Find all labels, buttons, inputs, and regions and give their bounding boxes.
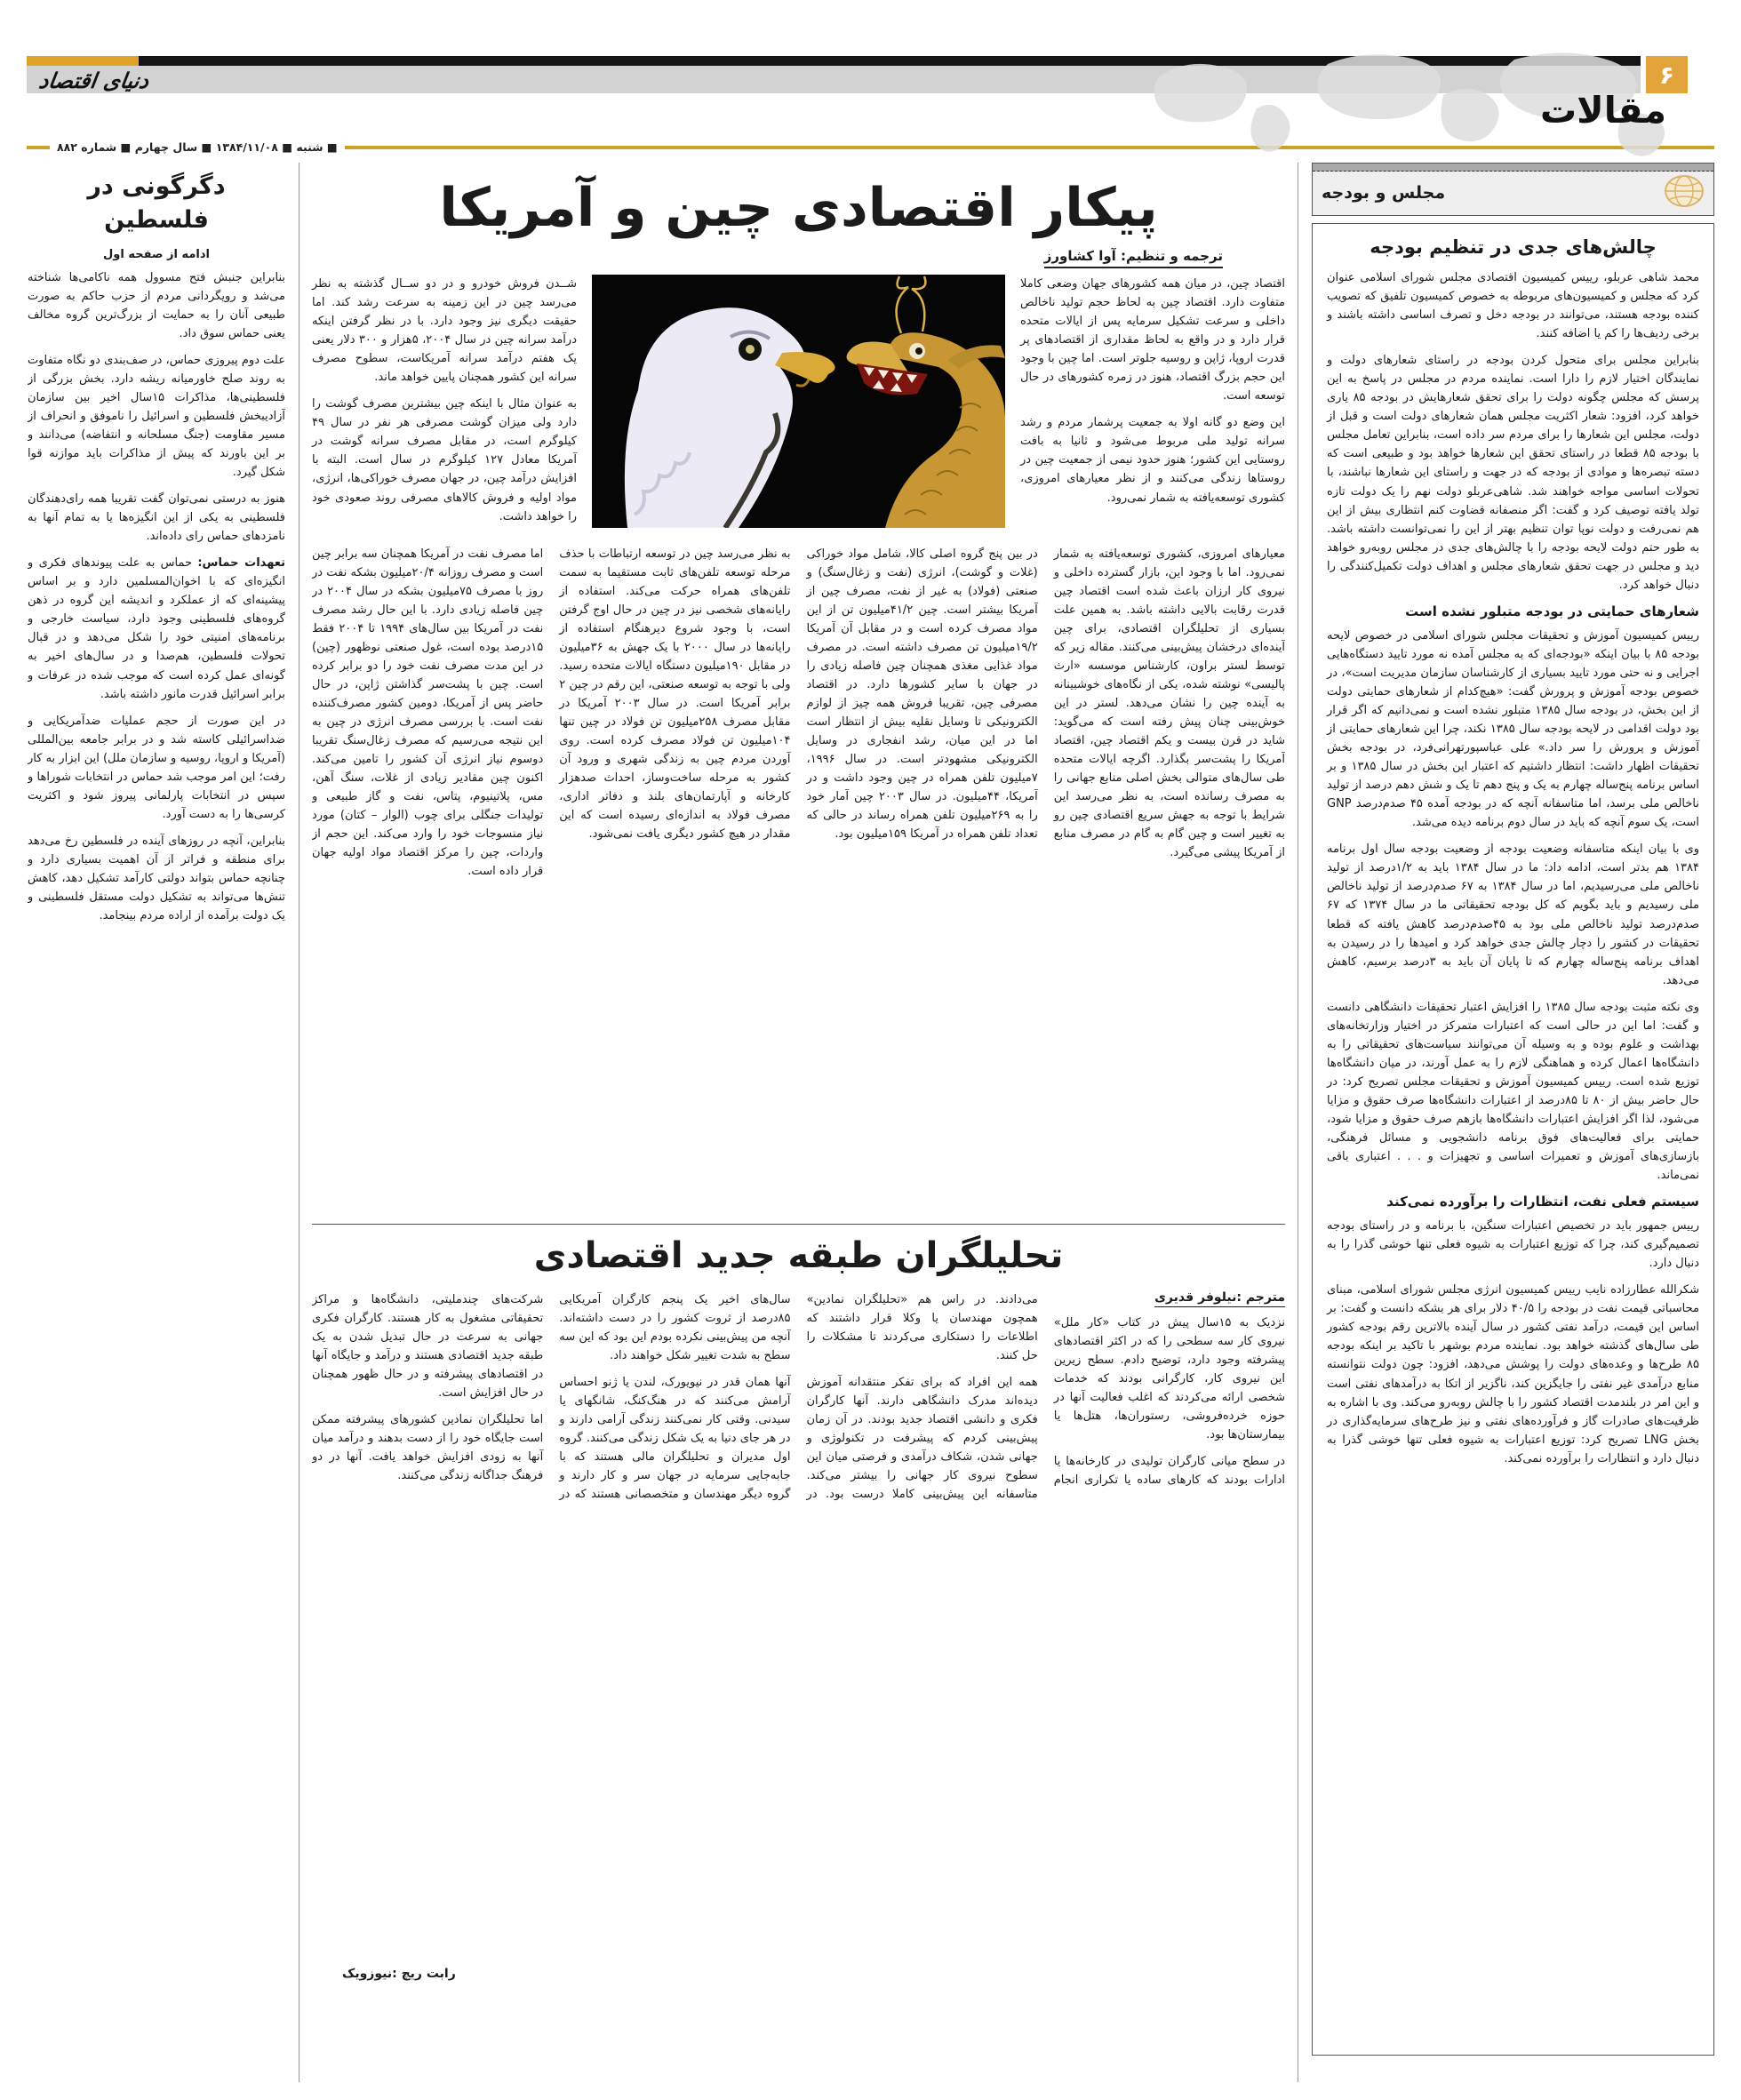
- palestine-paragraph: هنوز به درستی نمی‌توان گفت تقریبا همه رای‌دهندگان فلسطینی به یکی از این انگیزه‌ها یا به تمام آنها به نامزدهای حماس رای داده‌اند.: [28, 492, 285, 544]
- analysts-byline: مترجم :نیلوفر قدیری: [1054, 1290, 1285, 1305]
- palestine-body: [28, 268, 285, 2037]
- majles-header-box: [1312, 163, 1714, 216]
- globe-icon: [1664, 173, 1705, 212]
- majles-column: [1312, 163, 1714, 2082]
- main-paragraph: معیارهای امروزی، کشوری توسعه‌یافته به شمار نمی‌رود. اما با وجود این، بازار گسترده داخلی و نیروی کار ارزان باعث شده است اقتصاد چین قدرت رقابت بالایی داشته باشد. به همین علت بسیاری از تحلیلگران اقتصادی، برای چین آینده‌ای درخشان پیش‌بینی می‌کنند. مقاله زیر که توسط لستر براون، کارشناس موسسه «ارث پالیسی» نوشته شده، یکی از نگاه‌های خوشبینانه به آینده چین را نشان می‌دهد. لستر در این خوش‌بینی چنان پیش رفته است که می‌گوید: شاید در قرن بیست و یکم اقتصاد چین، اقتصاد آمریکا را پشت‌سر بگذارد. اگرچه ایالات متحده طی سال‌های متوالی بخش اصلی منابع جهانی را به مصرف رسانده است، به نظر می‌رسد این شرایط با توجه به جهش سریع اقتصادی چین رو به تغییر است و چین گام به گام در مصرف منابع از آمریکا پیشی می‌گیرد.: [1053, 547, 1285, 860]
- majles-paragraph: بنابراین مجلس برای متحول کردن بودجه در راستای شعارهای دولت و نمایندگان اختیار لازم را دارا است. نماینده مردم در مجلس در پاسخ به این پرسش که مجلس چگونه دولت را برای تحقق شعارهایش در بودجه ۸۵ یاری خواهد کرد، افزود: شعار اکثریت مجلس همان شعارهای دولت است و قبل از دولت، مجلس این شعارها را برای مردم سر داده است، بنابراین تعامل مجلس با بودجه ۸۵ قطعا در راستای تحقق این شعارها خواهد بود و طبیعی است که دسته تبصره‌ها و موادی از بودجه که در جهت و راستای این شعارها نباشند، با تحولات اساسی مواجه خواهند شد. شاهی‌عربلو دولت نهم را یک دولت تازه تولد یافته توصیف کرد و گفت: اگر منصفانه قضاوت کنم انتظاری بیش از این هم نمی‌رفت و دولت نوپا توان تنظیم بهتر از این را نمی‌توانست داشته باشد. به طور حتم دولت لایحه بودجه را با چالش‌های جدی در مجلس روبه‌رو خواهد دید و مجلس در جهت تحقق شعارهای مجلس و اهداف دولت تکمیل‌کنندگی را دنبال خواهد کرد.: [1327, 354, 1699, 592]
- palestine-subhead: تعهدات حماس:: [197, 556, 285, 571]
- page-number-badge: ۶: [1646, 56, 1688, 93]
- main-paragraph: اقتصاد چین، در میان همه کشورهای جهان وضعی کاملا متفاوت دارد. اقتصاد چین به لحاظ حجم تولید ناخالص داخلی و سرعت تشکیل سرمایه پس از ایالات متحده قرار دارد و در واقع به لحاظ مقداری از اقتصادهای پر قدرت اروپا، ژاپن و روسیه جلوتر است. اما چین با وجود این حجم بزرگ اقتصاد، هنوز در زمره کشورهای در حال توسعه است.: [1020, 277, 1285, 403]
- main-paragraph: به عنوان مثال با اینکه چین بیشترین مصرف گوشت را دارد ولی میزان گوشت مصرفی هر نفر در سال ۴۹ کیلوگرم است، در مقابل مصرف سرانه گوشت در آمریکا معادل ۱۲۷ کیلوگرم در سال است. البته با افزایش درآمد چین، در جهان مصرف خوراکی‌ها، انرژی، مواد اولیه و فروش کالاهای مصرفی روند صعودی خود را خواهد داشت.: [312, 397, 578, 523]
- analysts-headline: تحلیلگران طبقه جدید اقتصادی: [533, 1234, 1064, 1276]
- main-body-columns: [312, 545, 1285, 1210]
- main-paragraph: به نظر می‌رسد چین در توسعه ارتباطات با حذف مرحله توسعه تلفن‌های ثابت مستقیما به سمت تلفن‌های همراه حرکت می‌کند. استفاده از رایانه‌های شخصی نیز در چین در حال اوج گرفتن است، با وجود شروع دیرهنگام استفاده از رایانه‌ها در سال ۲۰۰۰ با یک جهش به ۳۶میلیون در مقابل ۱۹۰میلیون دستگاه ایالات متحده رسید. ولی با توجه به توسعه صنعتی، این رقم در چین ۲ برابر آمریکا است. در سال ۲۰۰۳ آمریکا در مقابل مصرف ۲۵۸میلیون تن فولاد در چین تنها ۱۰۴میلیون تن فولاد مصرف کرده است. روی آوردن مردم چین به زندگی شهری و ورود آن کشور به مرحله ساخت‌وساز، احداث صدهزار کارخانه و آپارتمان‌های بلند و دفاتر اداری، مصرف فولاد به اندازه‌ای رسیده است که این مقدار در هیچ کشور دیگری یافت نمی‌شود.: [559, 547, 791, 842]
- majles-box-title: مجلس و بودجه: [1322, 183, 1446, 203]
- analysts-signature: رابت ریچ :نیوزویک: [342, 1966, 456, 1981]
- main-headline: پیکار اقتصادی چین و آمریکا: [439, 177, 1158, 239]
- gold-rule-short: [27, 146, 50, 149]
- content-grid: [27, 163, 1714, 2082]
- majles-article-title: چالش‌های جدی در تنظیم بودجه: [1370, 236, 1657, 258]
- main-top-row: [312, 275, 1285, 534]
- palestine-paragraph: علت دوم پیروزی حماس، در صف‌بندی دو نگاه متفاوت به روند صلح خاورمیانه ریشه دارد. بخش بزرگی از فلسطینی‌ها، مذاکرات ۱۵سال اخیر بین سازمان آزادیبخش فلسطین و اسرائیل را ناموفق و انحراف از مسیر مقاومت (جنگ مسلحانه و انتفاضه) می‌دانند و بر این باورند که پیش از مذاکرات باید موازنه قوا شکل گیرد.: [28, 353, 285, 480]
- eagle-vs-dragon-image: [592, 275, 1005, 528]
- majles-paragraph: شکرالله عطارزاده نایب رییس کمیسیون انرژی مجلس شورای اسلامی، مبنای محاسباتی قیمت نفت در بودجه را ۴۰/۵ دلار برای هر بشکه دانست و گفت: بر اساس این قیمت، درآمد نفتی کشور در سال آینده بالاترین رقم بودجه کشور طی سال‌های گذشته خواهد بود. نماینده مردم بوشهر با تاکید بر اینکه بودجه ۸۵ طرح‌ها و وعده‌های دولت را پوشش می‌دهد، افزود: چون دولت نتوانسته منابع درآمدی غیر نفتی را جایگزین کند، ناگزیر از اتکا به درآمدهای نفتی است و این امر در بلندمدت اقتصاد کشور را با چالش روبه‌رو می‌کند. وی با اشاره به ظرفیت‌های صادرات گاز و فرآورده‌های نفتی و نیز طرح‌های سرمایه‌گذاری در بخش LNG تصریح کرد: توزیع اعتبارات به شیوه فعلی تنها خوشی گذرا به دنبال دارد و انتظارات را برآورده نمی‌کند.: [1327, 1283, 1700, 1465]
- analysts-paragraph: همه این افراد که برای تفکر منتقدانه آموزش دیده‌اند مدرک دانشگاهی دارند. آنها کارگران فکری و دانشی اقتصاد جدید بودند. در آن زمان پیش‌بینی کردم که پیشرفت در تکنولوژی و جهانی شدن، شکاف درآمدی و فرصتی میان این سطوح نیروی کار جهانی را بیشتر می‌کند. متاسفانه این پیش‌بینی کاملا درست بود. در سال‌های اخیر یک پنجم کارگران آمریکایی ۸۵درصد از ثروت کشور را در دست داشته‌اند. آنچه من پیش‌بینی نکرده بودم این بود که این سه سطح به شدت تغییر شکل خواهند داد.: [559, 1292, 1038, 1502]
- main-byline: ترجمه و تنظیم: آوا کشاورز: [312, 248, 1223, 264]
- analysts-paragraph: نزدیک به ۱۵سال پیش در کتاب «کار ملل» نیروی کار سه سطحی را که در اکثر اقتصادهای پیشرفته وجود دارد، توضیح دادم. سطح زیرین این نیروی کار، کارگرانی بودند که خدمات شخصی ارائه می‌کردند که اغلب فعالیت آنها در حوزه خرده‌فروشی، رستوران‌ها، هتل‌ها یا بیمارستان‌ها بود.: [1053, 1315, 1285, 1441]
- analysts-body-columns: [312, 1290, 1285, 1992]
- majles-paragraph: رییس کمیسیون آموزش و تحقیقات مجلس شورای اسلامی در خصوص لایحه بودجه ۸۵ با بیان اینکه «بودجه‌ای که به مجلس آمده نه مورد تایید دستگاه‌هایی اجرایی و نه حتی مورد تایید بسیاری از کارشناسان سازمان مدیریت است»، در خصوص بودجه آموزش و پرورش گفت: «هیچ‌کدام از شعارهای حمایتی دولت از این بخش، در بودجه سال ۱۳۸۵ متبلور نشده است و نمی‌دانیم که اگر قرار بود دولت اقدامی در لایحه بودجه سال ۱۳۸۵ نکند، چرا این شعارهای حمایتی از آموزش و پرورش را سر داد.» علی عباسپورتهرانی‌فرد، در بودجه بخش تحقیقات اظهار داشت: انتظار داشتیم که اعتبار این بخش در سال ۱۳۸۵ و بر اساس برنامه پنج‌ساله چهارم به یک و پنج دهم تا یک و شش دهم درصد از تولید ناخالص ملی برسد، اما متاسفانه آنچه که در بودجه آمده ۴۵ صدم‌درصد GNP است، یک سوم آنچه که باید در سال دوم برنامه دیده می‌شد.: [1327, 628, 1699, 830]
- main-right-subcolumn: [1020, 275, 1285, 534]
- majles-subhead-2: سیستم فعلی نفت، انتظارات را برآورده نمی‌کند: [1386, 1194, 1699, 1210]
- majles-paragraph: رییس جمهور باید در تخصیص اعتبارات سنگین، با برنامه و در راستای بودجه تصمیم‌گیری کند، چرا که توزیع اعتبارات به شیوه فعلی تنها خوشی گذرا را به دنبال دارد.: [1327, 1219, 1699, 1271]
- main-paragraph: در بین پنج گروه اصلی کالا، شامل مواد خوراکی (غلات و گوشت)، انرژی (نفت و زغال‌سنگ) و صنعتی (فولاد) به غیر از نفت، مصرف چین از آمریکا بیشتر است. چین ۴۱/۲میلیون تن از این مواد مصرف کرده است و در مقابل آن آمریکا ۱۹/۲میلیون تن مصرف داشته است. در مصرف مواد غذایی مغذی همچنان چین فاصله زیادی را در جهان با سایر کشورها دارد. در اقتصاد مصرفی چین، تقریبا فروش همه چیز از لوازم الکترونیکی تا وسایل نقلیه بیش از انتظار است اما در این میان، رشد انفجاری در وسایل الکترونیکی مشهودتر است. در سال ۱۹۹۶، ۷میلیون تلفن همراه در چین وجود داشت و در آمریکا، ۴۴میلیون. در سال ۲۰۰۳ چین آمار خود را به ۲۶۹میلیون تلفن همراه رساند در حالی که تعداد تلفن همراه در آمریکا ۱۵۹میلیون بود.: [806, 547, 1038, 842]
- section-title: مقالات: [1539, 89, 1666, 132]
- analysts-paragraph: اما تحلیلگران نمادین کشورهای پیشرفته ممکن است جایگاه خود را از دست بدهند و درآمد میان آنها به زودی افزایش خواهد یافت. آنها در دو فرهنگ جداگانه زندگی می‌کنند.: [312, 1412, 544, 1483]
- main-column: [299, 163, 1298, 2082]
- palestine-paragraph: بنابراین، آنچه در روزهای آینده در فلسطین رخ می‌دهد برای منطقه و فراتر از آن اهمیت بسیاری دارد و چنانچه حماس بتواند دولتی کارآمد تشکیل دهد، کاهش تنش‌ها می‌تواند به تشکیل دولت مستقل فلسطینی و یک دولت برآمده از اراده مردم بینجامد.: [28, 834, 285, 923]
- palestine-paragraph: در این صورت از حجم عملیات ضدآمریکایی و ضداسرائیلی کاسته شد و در برابر جامعه بین‌المللی (آمریکا و اروپا، روسیه و سازمان ملل) این ابزار به کار رفت؛ این امر موجب شد حماس در انتخابات شوراها و سپس در انتخابات پارلمانی پیروز شود و اکثریت کرسی‌ها را به دست آورد.: [28, 714, 285, 821]
- newspaper-logo: دنیای اقتصاد: [36, 68, 151, 93]
- header-gold-segment: [27, 56, 139, 66]
- palestine-paragraph: تعهدات حماس: حماس به علت پیوندهای فکری و انگیزه‌ای که با اخوان‌المسلمین دارد و بر اساس پیشینه‌ای که از عملکرد و اندیشه این گروه در ذهن گروه‌های فلسطینی وجود دارد، سیاست خارجی و برنامه‌های امنیتی خود را شکل می‌دهد و در قبال تحولات فلسطین، هم‌صدا و در سال‌های اخیر به گونه‌ای عمل کرده است که موجب شده در عرفات و برابر اسرائیل قدرت مانور داشته باشد.: [28, 556, 285, 701]
- analysts-article: [312, 1224, 1285, 2027]
- palestine-continued-label: ادامه از صفحه اول: [102, 247, 211, 261]
- palestine-paragraph: بنابراین جنبش فتح مسوول همه ناکامی‌ها شناخته می‌شد و رویگردانی مردم از حزب حاکم به صورت طبیعی آنان را به حمایت از بزرگ‌ترین گروه مخالف یعنی حماس سوق داد.: [28, 270, 285, 340]
- majles-article: [1312, 223, 1714, 2056]
- main-paragraph: این وضع دو گانه اولا به جمعیت پرشمار مردم و رشد سرانه تولید ملی مربوط می‌شود و ثانیا به بافت روستایی این کشور؛ هنوز حدود نیمی از جمعیت چین در روستاها زندگی می‌کنند و از نظر معیارهای امروزی، کشوری توسعه‌یافته به شمار نمی‌رود.: [1020, 416, 1285, 505]
- analysts-paragraph: در سطح میانی کارگران تولیدی در کارخانه‌ها یا ادارات بودند که کارهای ساده یا تکراری انجام می‌دادند. در راس هم «تحلیلگران نمادین» همچون مهندسان یا وکلا قرار داشتند که اطلاعات را دستکاری می‌کردند تا مشکلات را حل کنند.: [806, 1292, 1285, 1487]
- majles-paragraph: وی نکته مثبت بودجه سال ۱۳۸۵ را افزایش اعتبار تحقیقات دانشگاهی دانست و گفت: اما این در حالی است که اعتبارات متمرکز در اختیار وزارتخانه‌های بهداشت و علوم بوده و به وسیله آن می‌توانند سیاست‌های تحقیقاتی را به دانشگاه‌ها اعمال کرده و هماهنگی لازم را به عمل آورند، در میان دانشگاه‌ها توزیع شده است. رییس کمیسیون آموزش و تحقیقات مجلس تصریح کرد: در حال حاضر بیش از ۸۰ تا ۸۵درصد از اعتبارات دانشگاه‌ها صرف حقوق و مزایا می‌شود، لذا اگر افزایش اعتبارات دانشگاه‌ها بازهم صرف حقوق و مزایا شود، حمایتی برای فعالیت‌های فوق برنامه دانشجویی و مسائل فرهنگی، بازسازی‌های آموزش و تعمیرات اساسی و تجهیزات و . . . اعتباری باقی نمی‌ماند.: [1327, 1000, 1700, 1183]
- majles-subhead-1: شعارهای حمایتی در بودجه متبلور نشده است: [1405, 603, 1699, 619]
- main-left-subcolumn: [312, 275, 577, 534]
- main-paragraph: شــدن فروش خودرو و در دو ســال گذشته به نظر می‌رسد چین در این زمینه به سرعت رشد کند. اما حقیقت دیگری نیز وجود دارد. با در نظر گرفتن اینکه درآمد سرانه چین در سال ۲۰۰۴، ۵هزار و ۳۰۰ دلار یعنی یک هفتم درآمد سرانه آمریکاست، سطوح مصرف سرانه این کشور همچنان پایین خواهد ماند.: [312, 277, 577, 385]
- date-text: ■ شنبه ■ ۱۳۸۴/۱۱/۰۸ ■ سال چهارم ■ شماره ۸۸۲: [57, 140, 338, 154]
- analysts-paragraph: آنها همان قدر در نیویورک، لندن یا ژنو احساس آرامش می‌کنند که در هنگ‌کنگ، شانگهای یا سیدنی. وقتی کار نمی‌کنند زندگی آرامی دارند و در هر جای دنیا به یک شکل زندگی می‌کنند. گروه اول مدیران و تحلیلگران مالی هستند که با جابه‌جایی سرمایه در جهان سر و کار دارند و گروه دیگر مهندسان و متخصصانی هستند که در شرکت‌های چندملیتی، دانشگاه‌ها و مراکز تحقیقاتی مشغول به کار هستند. کارگران فکری جهانی به سرعت در حال تبدیل شدن به یک طبقه جدید اقتصادی هستند و درآمد و جایگاه آنها در اقتصادهای پیشرفته و در حال ظهور همچنان در حال افزایش است.: [312, 1292, 791, 1502]
- palestine-column: [28, 163, 285, 2082]
- palestine-title: دگرگونی در فلسطین: [87, 172, 226, 234]
- majles-paragraph: محمد شاهی عربلو، رییس کمیسیون اقتصادی مجلس شورای اسلامی عنوان کرد که مجلس و کمیسیون‌های مربوطه به خصوص کمیسیون تلفیق که تصویب کننده بودجه هستند، می‌توانند در بودجه دخل و تصرف اساسی داشته باشند و برخی ردیف‌ها را کم یا اضافه کنند.: [1327, 271, 1699, 341]
- majles-paragraph: وی با بیان اینکه متاسفانه وضعیت بودجه از وضعیت بودجه سال اول برنامه ۱۳۸۴ هم بدتر است، ادامه داد: ما در سال ۱۳۸۴ باید به ۱/۲درصد از تولید ناخالص ملی می‌رسیدیم، اما در سال ۱۳۸۴ به ۶۷ صدم‌درصد از تولید ناخالص ملی رسیدیم و باید بگویم که کل بودجه تحقیقاتی ما در سال ۱۳۷۴ که ۶۷ صدم‌درصد تولید ناخالص ملی بود به ۴۵صدم‌درصد کاهش یافته که قطعا تحقیقات در کشور را دچار چالش جدی خواهد کرد و امیدها را در رسیدن به اهداف برنامه پنج‌ساله چهارم که تا پایان آن باید به ۳درصد برسیم، کاهش می‌دهد.: [1327, 842, 1700, 987]
- main-paragraph: اما مصرف نفت در آمریکا همچنان سه برابر چین است و مصرف روزانه ۲۰/۴میلیون بشکه نفت در روز با مصرف ۷۵میلیون بشکه در سال ۲۰۰۴ در چین فاصله زیادی دارد. با این حال رشد مصرف نفت در آمریکا بین سال‌های ۱۹۹۴ تا ۲۰۰۴ فقط ۱۵درصد بوده است، غول صنعتی نوظهور (چین) در این مدت مصرف نفت خود را دو برابر کرده است. چین با پشت‌سر گذاشتن ژاپن، در حال حاضر پس از آمریکا، دومین کشور مصرف‌کننده نفت است. با بررسی مصرف انرژی در چین به این نتیجه می‌رسیم که مصرف زغال‌سنگ تقریبا دوسوم نیاز انرژی آن کشور را تامین می‌کند. اکنون چین مقادیر زیادی از غلات، سنگ آهن، مس، پلاتینیوم، پتاس، نفت و گاز طبیعی و تولیدات جنگلی برای چوب (الوار – کتان) مورد نیاز منسوجات خود را وارد می‌کند. این حجم از واردات، چین را مرکز اقتصاد مواد اولیه جهان قرار داده است.: [312, 547, 544, 879]
